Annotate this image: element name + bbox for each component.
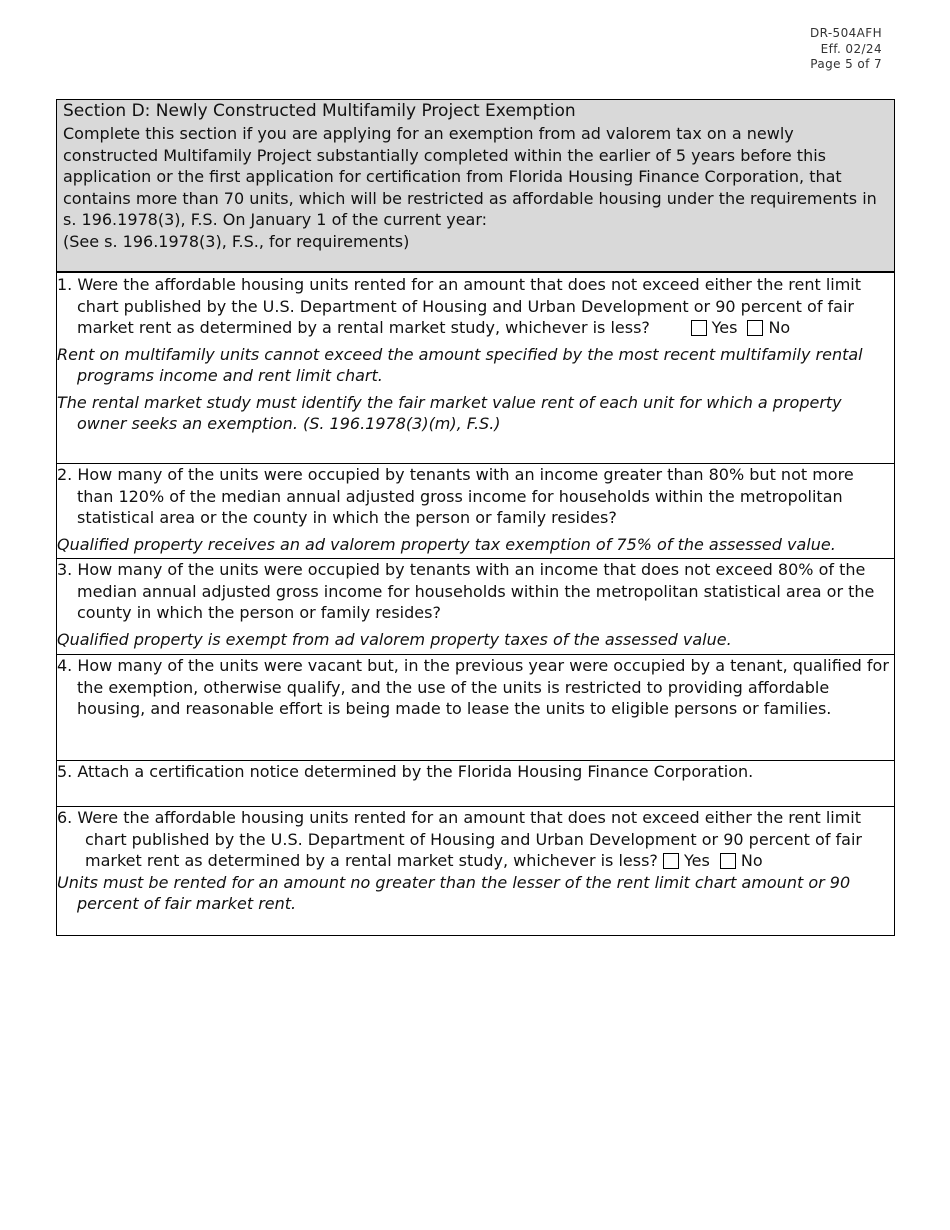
question-1-text: 1. Were the affordable housing units rented for an amount that does not exceed either the rent limit chart published by the U.S. Department of Housing and Urban Development or 90 percent of fair market rent as determined by a rental market study, whichever is less? [57,275,862,337]
question-1-yes-checkbox[interactable] [691,320,707,336]
question-6-yes-label: Yes [684,851,710,870]
question-6 [57,807,894,872]
question-3-text: 3. How many of the units were occupied by tenants with an income that does not exceed 80% of the median annual adjusted gross income for households within the metropolitan statistical area or the county in which the person or family resides? [57,560,875,622]
section-requirements-reference: (See s. 196.1978(3), F.S., for requirements) [63,231,410,251]
question-6-note: Units must be rented for an amount no greater than the lesser of the rent limit chart amount or 90 percent of fair market rent. [57,872,851,913]
question-row-2 [57,463,894,558]
question-6-no-label: No [740,851,763,870]
question-1-note-rent-limit: Rent on multifamily units cannot exceed the amount specified by the most recent multifamily rental programs income and rent limit chart. [57,344,863,385]
question-2-note: Qualified property receives an ad valorem property tax exemption of 75% of the assessed value. [57,534,836,554]
question-4-text: 4. How many of the units were vacant but, in the previous year were occupied by a tenant, qualified for the exemption, otherwise qualify, and the use of the units is restricted to providing affordable housing, and reasonable effort is being made to lease the units to eligible persons or families. [57,656,889,718]
question-row-5 [57,760,894,806]
question-1-yes-label: Yes [711,318,738,337]
question-row-1 [57,272,894,463]
form-identifier [810,26,882,73]
question-6-no-checkbox[interactable] [720,853,736,869]
question-6-yes-checkbox[interactable] [663,853,679,869]
question-row-3 [57,558,894,654]
page-number: Page 5 of 7 [810,57,882,71]
question-1-answer [691,318,801,337]
section-d-header [57,100,894,272]
section-description: Complete this section if you are applying for an exemption from ad valorem tax on a newly constructed Multifamily Project substantially completed within the earlier of 5 years before this application or the first application for certification from Florida Housing Finance Corporation, that contains more than 70 units, which will be restricted as affordable housing under the requirements in s. 196.1978(3), F.S. On January 1 of the current year: [63,124,877,229]
question-1-no-label: No [768,318,791,337]
question-row-6 [57,806,894,935]
form-code: DR-504AFH [809,26,882,40]
question-1-no-checkbox[interactable] [747,320,763,336]
question-5-text: 5. Attach a certification notice determined by the Florida Housing Finance Corporation. [57,762,754,781]
question-3-note: Qualified property is exempt from ad valorem property taxes of the assessed value. [57,629,732,649]
question-1-note-market-study: The rental market study must identify the fair market value rent of each unit for which a property owner seeks an exemption. (S. 196.1978(3)(m), F.S.) [57,392,842,433]
section-title: Section D: Newly Constructed Multifamily Project Exemption [63,101,576,121]
question-6-answer [663,851,773,870]
question-1 [57,274,894,339]
question-2-text: 2. How many of the units were occupied by tenants with an income greater than 80% but not more than 120% of the median annual adjusted gross income for households within the metropolitan statistical area or the county in which the person or family resides? [57,465,854,527]
form-effective-date: Eff. 02/24 [820,41,882,56]
section-d-table [56,99,895,936]
question-6-text: 6. Were the affordable housing units rented for an amount that does not exceed either the rent limit chart published by the U.S. Department of Housing and Urban Development or 90 percent of fair market rent as determined by a rental market study, whichever is less? [57,808,862,870]
question-row-4 [57,654,894,760]
